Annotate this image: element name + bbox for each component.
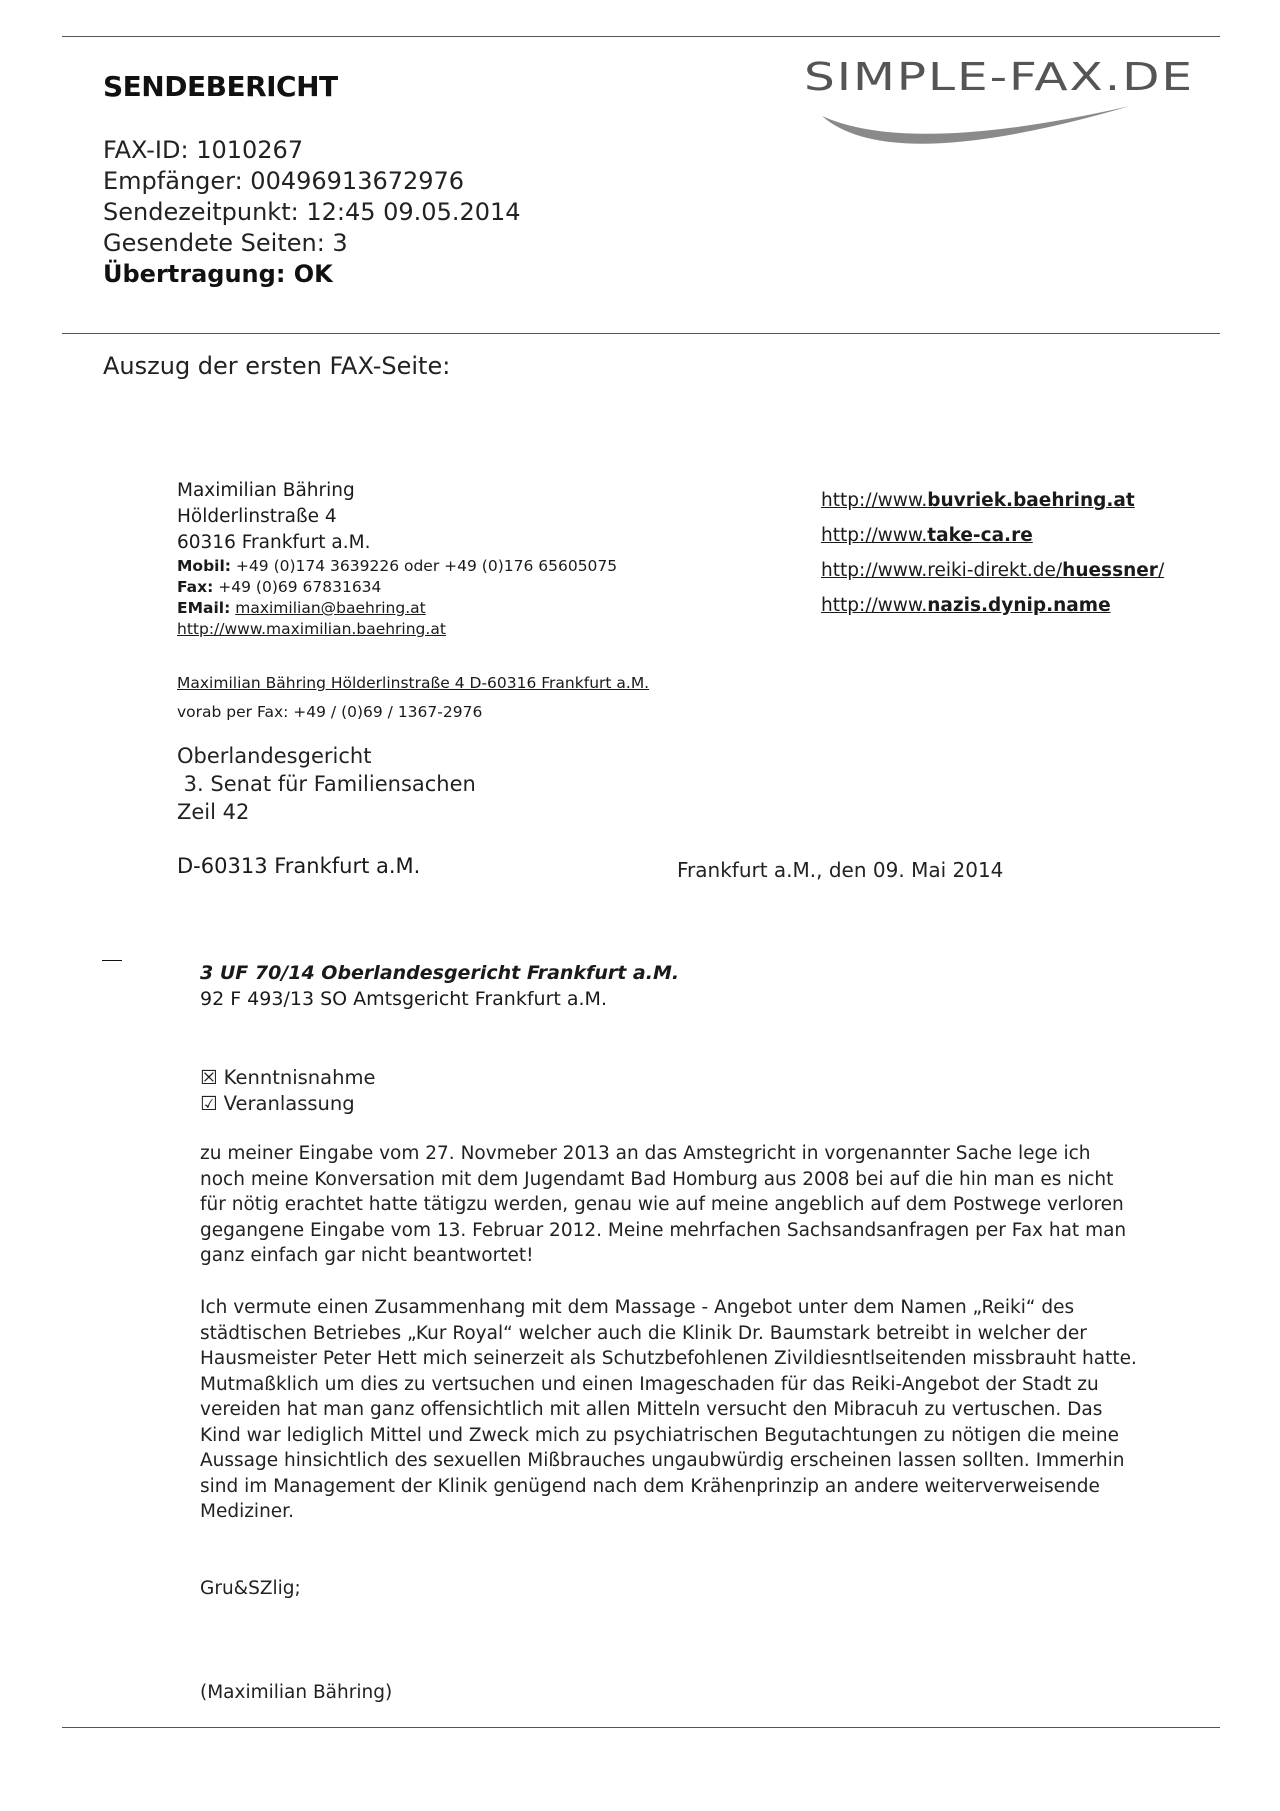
mobile-value: +49 (0)174 3639226 oder +49 (0)176 65605075	[231, 557, 618, 575]
recipient-court: Oberlandesgericht	[177, 744, 372, 768]
reference-olg: 3 UF 70/14 Oberlandesgericht Frankfurt a.M.	[200, 962, 680, 984]
recipient-senate: 3. Senat für Familiensachen	[177, 772, 476, 796]
body-paragraph-2: Ich vermute einen Zusammenhang mit dem Massage - Angebot unter dem Namen „Reiki“ des städtischen Betriebes „Kur Royal“ welcher auch die Klinik Dr. Baumstark betreibt in welcher der Hausmeister Peter Hett mich seinerzeit als Schutzbefohlenen Zivildiesntlseitenden missbrauht hatte. Mutmaßklich um dies zu vertsuchen und einen Imageschaden für das Reiki-Angebot der Stadt zu vereiden hat man ganz offensichtlich mit allen Mitteln versucht den Mibracuh zu vertuschen. Das Kind war lediglich Mittel und Zweck mich zu psychiatrischen Begutachtungen zu nötigen die meine Aussage hinsichtlich des sexuellen Mißbrauches ungaubwürdig erscheinen lassen sollten. Immerhin sind im Management der Klinik genügend nach dem Krähenprinzip an andere weiterverweisende Mediziner.	[200, 1297, 1137, 1522]
sender-city: 60316 Frankfurt a.M.	[177, 532, 371, 553]
sender-mobile	[177, 557, 617, 575]
link-nazis-dynip[interactable]: http://www.nazis.dynip.name	[821, 595, 1111, 616]
return-address: Maximilian Bähring Hölderlinstraße 4 D-60316 Frankfurt a.M.	[177, 674, 650, 692]
fax-value: +49 (0)69 67831634	[213, 578, 382, 596]
bottom-divider	[62, 1727, 1220, 1728]
recipient-city: D-60313 Frankfurt a.M.	[177, 854, 421, 878]
fax-label: Fax:	[177, 578, 214, 596]
simple-fax-logo	[800, 56, 1200, 146]
vorab-fax: vorab per Fax: +49 / (0)69 / 1367-2976	[177, 703, 483, 721]
excerpt-label: Auszug der ersten FAX-Seite:	[103, 352, 451, 380]
mobile-label: Mobil:	[177, 557, 231, 575]
pages-sent: Gesendete Seiten: 3	[103, 229, 348, 257]
checkbox-veranlassung: ☑ Veranlassung	[200, 1092, 355, 1115]
sender-email	[177, 599, 426, 617]
sender-fax	[177, 578, 381, 596]
body-paragraph-1: zu meiner Eingabe vom 27. Novmeber 2013 an das Amstegricht in vorgenannter Sache lege ich noch meine Konversation mit dem Jugendamt Bad Homburg aus 2008 bei auf die hin man es nicht für nötig erachtet hatte tätigzu werden, genau wie auf meine angeblich auf dem Postwege verloren gegangene Eingabe vom 13. Februar 2012. Meine mehrfachen Sachsandsanfragen per Fax hat man ganz einfach gar nicht beantwortet!	[200, 1143, 1127, 1266]
link-buvriek[interactable]: http://www.buvriek.baehring.at	[821, 490, 1135, 511]
link-take-care[interactable]: http://www.take-ca.re	[821, 525, 1033, 546]
greeting: Gru&SZlig;	[200, 1578, 301, 1599]
fax-id: FAX-ID: 1010267	[103, 136, 304, 164]
recipient-number: Empfänger: 00496913672976	[103, 167, 465, 195]
section-divider	[62, 333, 1220, 334]
sender-name: Maximilian Bähring	[177, 480, 355, 501]
margin-dash	[102, 960, 122, 961]
checkbox-kenntnisnahme: ☒ Kenntnisnahme	[200, 1066, 376, 1089]
logo-text: SIMPLE-FAX.DE	[804, 56, 1194, 99]
top-divider	[62, 36, 1220, 37]
recipient-street: Zeil 42	[177, 800, 250, 824]
email-label: EMail:	[177, 599, 231, 617]
email-value[interactable]: maximilian@baehring.at	[235, 599, 426, 617]
link-reiki-direkt[interactable]: http://www.reiki-direkt.de/huessner/	[821, 560, 1165, 581]
sender-street: Hölderlinstraße 4	[177, 506, 337, 527]
signature-name: (Maximilian Bähring)	[200, 1682, 393, 1703]
letter-date: Frankfurt a.M., den 09. Mai 2014	[677, 858, 1004, 882]
transmission-status: Übertragung: OK	[103, 260, 333, 288]
send-time: Sendezeitpunkt: 12:45 09.05.2014	[103, 198, 521, 226]
reference-ag: 92 F 493/13 SO Amtsgericht Frankfurt a.M.	[200, 988, 607, 1010]
report-title: SENDEBERICHT	[103, 70, 338, 103]
sender-website[interactable]: http://www.maximilian.baehring.at	[177, 620, 446, 638]
